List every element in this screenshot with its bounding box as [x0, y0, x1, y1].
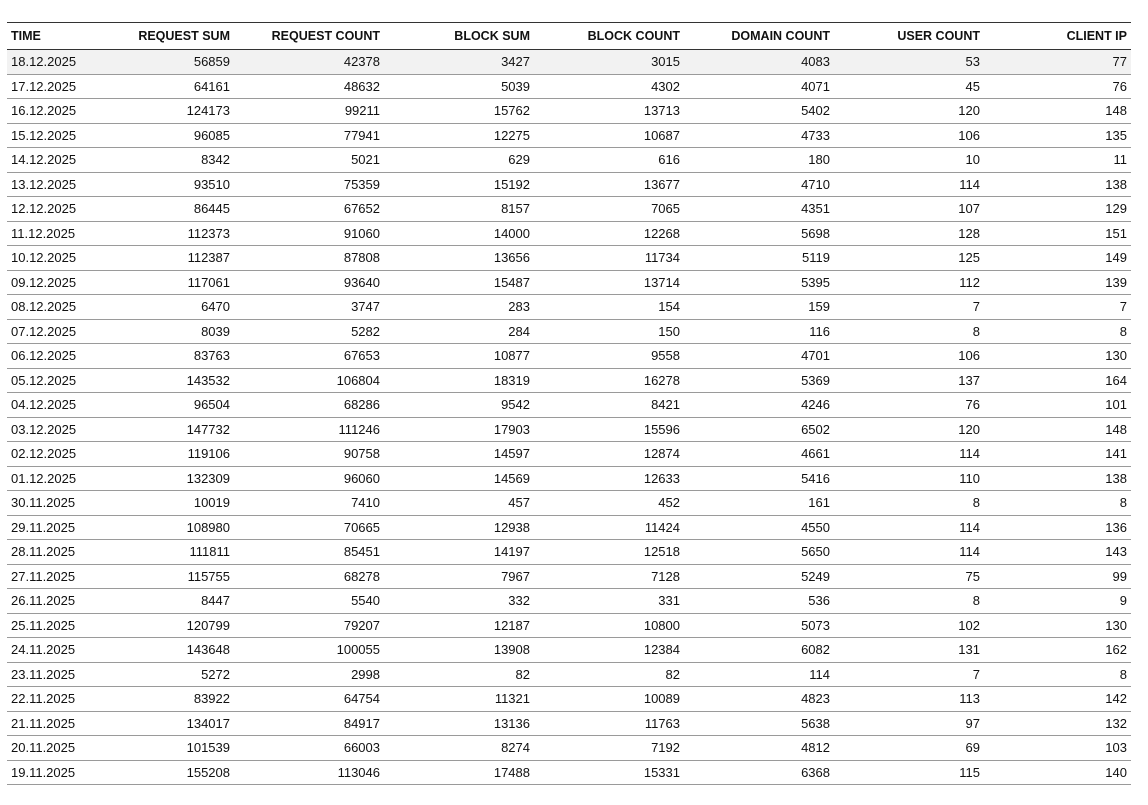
cell-domain-count: 5395	[801, 274, 830, 290]
table-row[interactable]	[7, 417, 1131, 442]
cell-block-count: 452	[658, 495, 680, 511]
cell-domain-count: 6368	[801, 764, 830, 780]
cell-block-sum: 12938	[493, 519, 530, 535]
cell-block-sum: 13908	[493, 642, 530, 658]
cell-block-count: 616	[658, 152, 680, 168]
cell-request-count: 64754	[343, 691, 380, 707]
cell-client-ip: 8	[1119, 666, 1127, 682]
cell-time: 22.11.2025	[11, 691, 76, 707]
cell-request-count: 67652	[343, 201, 380, 217]
table-row[interactable]	[7, 368, 1131, 393]
cell-user-count: 45	[965, 78, 980, 94]
cell-request-count: 85451	[343, 544, 380, 560]
cell-request-sum: 8039	[201, 323, 230, 339]
cell-block-count: 154	[658, 299, 680, 315]
cell-request-sum: 83922	[193, 691, 230, 707]
cell-block-count: 10800	[643, 617, 680, 633]
cell-user-count: 137	[958, 372, 980, 388]
cell-request-count: 99211	[344, 103, 380, 119]
cell-time: 27.11.2025	[11, 568, 76, 584]
cell-client-ip: 76	[1112, 78, 1127, 94]
cell-block-sum: 3427	[501, 54, 530, 70]
cell-time: 23.11.2025	[11, 666, 76, 682]
cell-domain-count: 5402	[801, 103, 830, 119]
cell-block-count: 82	[665, 666, 680, 682]
cell-user-count: 97	[965, 715, 980, 731]
cell-client-ip: 138	[1105, 176, 1127, 192]
column-header-block-count[interactable]: BLOCK COUNT	[587, 29, 680, 43]
cell-request-sum: 86445	[193, 201, 230, 217]
cell-domain-count: 5638	[801, 715, 830, 731]
cell-domain-count: 116	[809, 323, 830, 339]
cell-domain-count: 114	[809, 666, 830, 682]
cell-time: 12.12.2025	[11, 201, 77, 217]
cell-block-count: 12268	[643, 225, 680, 241]
cell-user-count: 8	[972, 323, 980, 339]
column-header-client-ip[interactable]: CLIENT IP	[1066, 29, 1127, 43]
cell-domain-count: 536	[808, 593, 830, 609]
cell-time: 06.12.2025	[11, 348, 77, 364]
cell-time: 07.12.2025	[11, 323, 77, 339]
cell-user-count: 8	[972, 495, 980, 511]
cell-block-count: 8421	[651, 397, 680, 413]
cell-client-ip: 148	[1105, 103, 1127, 119]
cell-request-count: 93640	[343, 274, 380, 290]
cell-time: 02.12.2025	[11, 446, 77, 462]
cell-block-sum: 15192	[493, 176, 530, 192]
cell-block-sum: 82	[515, 666, 530, 682]
cell-block-sum: 12275	[493, 127, 530, 143]
cell-user-count: 128	[958, 225, 980, 241]
cell-block-sum: 15762	[493, 103, 530, 119]
cell-request-count: 68278	[343, 568, 380, 584]
cell-user-count: 112	[959, 274, 980, 290]
cell-request-count: 5540	[351, 593, 380, 609]
cell-user-count: 107	[958, 201, 980, 217]
cell-request-count: 106804	[336, 372, 380, 388]
cell-block-sum: 629	[508, 152, 530, 168]
cell-domain-count: 6502	[801, 421, 830, 437]
cell-request-count: 7410	[351, 495, 380, 511]
cell-user-count: 114	[959, 446, 980, 462]
cell-client-ip: 129	[1105, 201, 1127, 217]
table-row[interactable]	[7, 491, 1131, 516]
cell-block-sum: 8274	[501, 740, 530, 756]
cell-request-sum: 108980	[186, 519, 230, 535]
column-header-time[interactable]: TIME	[11, 29, 41, 43]
cell-domain-count: 5698	[801, 225, 830, 241]
cell-request-count: 5021	[351, 152, 380, 168]
cell-request-sum: 115755	[187, 568, 230, 584]
cell-time: 03.12.2025	[11, 421, 77, 437]
cell-client-ip: 138	[1105, 470, 1127, 486]
table-row[interactable]	[7, 442, 1131, 467]
cell-block-sum: 457	[508, 495, 530, 511]
cell-user-count: 10	[965, 152, 980, 168]
cell-time: 28.11.2025	[11, 544, 76, 560]
cell-request-sum: 124173	[186, 103, 230, 119]
cell-user-count: 106	[958, 127, 980, 143]
table-row[interactable]	[7, 50, 1131, 75]
cell-request-sum: 143532	[186, 372, 230, 388]
cell-request-sum: 134017	[186, 715, 230, 731]
cell-domain-count: 159	[808, 299, 830, 315]
cell-request-count: 48632	[343, 78, 380, 94]
cell-block-count: 10687	[643, 127, 680, 143]
table-row[interactable]	[7, 540, 1131, 565]
cell-user-count: 131	[958, 642, 980, 658]
cell-domain-count: 4550	[801, 519, 830, 535]
cell-client-ip: 7	[1119, 299, 1127, 315]
table-row[interactable]	[7, 662, 1131, 687]
cell-block-count: 12518	[643, 544, 680, 560]
cell-user-count: 102	[958, 617, 980, 633]
cell-domain-count: 5119	[802, 250, 830, 266]
table-row[interactable]	[7, 123, 1131, 148]
cell-client-ip: 132	[1105, 715, 1127, 731]
cell-block-sum: 17488	[493, 764, 530, 780]
cell-time: 25.11.2025	[11, 617, 76, 633]
cell-request-count: 68286	[343, 397, 380, 413]
table-row[interactable]	[7, 589, 1131, 614]
cell-time: 10.12.2025	[11, 250, 77, 266]
cell-time: 21.11.2025	[11, 715, 76, 731]
cell-request-count: 100055	[336, 642, 380, 658]
cell-block-count: 9558	[651, 348, 680, 364]
cell-request-sum: 155208	[186, 764, 230, 780]
cell-request-count: 3747	[351, 299, 380, 315]
cell-time: 09.12.2025	[11, 274, 77, 290]
cell-client-ip: 149	[1105, 250, 1127, 266]
cell-block-count: 11734	[644, 250, 680, 266]
cell-request-count: 90758	[343, 446, 380, 462]
cell-request-count: 75359	[343, 176, 380, 192]
cell-block-count: 15596	[643, 421, 680, 437]
table-row[interactable]	[7, 74, 1131, 99]
cell-client-ip: 99	[1112, 568, 1127, 584]
table-row[interactable]	[7, 270, 1131, 295]
cell-block-sum: 10877	[493, 348, 530, 364]
cell-user-count: 125	[958, 250, 980, 266]
table-row[interactable]	[7, 246, 1131, 271]
cell-user-count: 53	[965, 54, 980, 70]
cell-user-count: 8	[972, 593, 980, 609]
table-row[interactable]	[7, 148, 1131, 173]
cell-request-sum: 5272	[201, 666, 230, 682]
cell-domain-count: 4812	[801, 740, 830, 756]
cell-request-sum: 83763	[193, 348, 230, 364]
cell-client-ip: 130	[1105, 348, 1127, 364]
cell-time: 19.11.2025	[11, 764, 76, 780]
cell-request-sum: 8447	[201, 593, 230, 609]
cell-domain-count: 5416	[801, 470, 830, 486]
table-row[interactable]	[7, 687, 1131, 712]
cell-user-count: 76	[965, 397, 980, 413]
cell-user-count: 120	[958, 421, 980, 437]
cell-request-sum: 112387	[187, 250, 230, 266]
table-row[interactable]	[7, 393, 1131, 418]
cell-block-count: 11763	[644, 715, 680, 731]
cell-request-count: 42378	[343, 54, 380, 70]
cell-request-sum: 117061	[187, 274, 230, 290]
cell-user-count: 114	[959, 176, 980, 192]
cell-request-sum: 56859	[193, 54, 230, 70]
cell-domain-count: 5249	[801, 568, 830, 584]
cell-block-sum: 8157	[501, 201, 530, 217]
cell-block-sum: 14597	[493, 446, 530, 462]
table-row[interactable]	[7, 564, 1131, 589]
cell-domain-count: 6082	[801, 642, 830, 658]
column-header-domain-count[interactable]: DOMAIN COUNT	[731, 29, 830, 43]
cell-client-ip: 164	[1105, 372, 1127, 388]
cell-block-count: 13677	[643, 176, 680, 192]
cell-client-ip: 9	[1119, 593, 1127, 609]
cell-time: 26.11.2025	[11, 593, 76, 609]
table-row[interactable]	[7, 319, 1131, 344]
cell-time: 18.12.2025	[11, 54, 77, 70]
cell-block-sum: 18319	[493, 372, 530, 388]
cell-request-count: 111246	[338, 421, 380, 437]
cell-block-count: 12384	[643, 642, 680, 658]
cell-request-sum: 112373	[187, 225, 230, 241]
cell-block-count: 11424	[644, 519, 680, 535]
cell-domain-count: 4710	[801, 176, 830, 192]
table-row[interactable]	[7, 760, 1131, 785]
cell-request-count: 2998	[351, 666, 380, 682]
cell-block-sum: 9542	[501, 397, 530, 413]
cell-block-count: 12633	[643, 470, 680, 486]
cell-time: 16.12.2025	[11, 103, 77, 119]
cell-block-count: 7192	[651, 740, 680, 756]
table-row[interactable]	[7, 736, 1131, 761]
cell-request-sum: 101539	[186, 740, 230, 756]
cell-request-sum: 119106	[187, 446, 230, 462]
cell-user-count: 7	[972, 666, 980, 682]
cell-block-sum: 283	[508, 299, 530, 315]
table-row[interactable]	[7, 295, 1131, 320]
table-row[interactable]	[7, 466, 1131, 491]
cell-client-ip: 101	[1105, 397, 1127, 413]
cell-domain-count: 4661	[801, 446, 830, 462]
cell-request-sum: 120799	[186, 617, 230, 633]
cell-client-ip: 11	[1113, 152, 1127, 168]
cell-request-sum: 6470	[201, 299, 230, 315]
cell-domain-count: 4083	[801, 54, 830, 70]
cell-block-sum: 13656	[493, 250, 530, 266]
cell-request-count: 5282	[351, 323, 380, 339]
cell-request-count: 66003	[343, 740, 380, 756]
cell-domain-count: 4701	[801, 348, 830, 364]
cell-time: 15.12.2025	[11, 127, 77, 143]
cell-user-count: 69	[965, 740, 980, 756]
table-row[interactable]	[7, 197, 1131, 222]
cell-time: 08.12.2025	[11, 299, 77, 315]
cell-client-ip: 140	[1105, 764, 1127, 780]
column-header-request-sum[interactable]: REQUEST SUM	[138, 29, 230, 43]
cell-user-count: 113	[959, 691, 980, 707]
cell-request-sum: 96504	[193, 397, 230, 413]
cell-block-count: 331	[658, 593, 680, 609]
cell-time: 13.12.2025	[11, 176, 77, 192]
cell-request-sum: 143648	[186, 642, 230, 658]
cell-client-ip: 148	[1105, 421, 1127, 437]
table-row[interactable]	[7, 221, 1131, 246]
cell-user-count: 115	[959, 764, 980, 780]
cell-client-ip: 162	[1105, 642, 1127, 658]
cell-request-sum: 10019	[193, 495, 230, 511]
cell-block-sum: 7967	[501, 568, 530, 584]
cell-client-ip: 130	[1105, 617, 1127, 633]
cell-request-sum: 132309	[186, 470, 230, 486]
cell-block-count: 7128	[651, 568, 680, 584]
cell-domain-count: 5650	[801, 544, 830, 560]
cell-block-count: 10089	[643, 691, 680, 707]
cell-client-ip: 139	[1105, 274, 1127, 290]
cell-block-count: 7065	[651, 201, 680, 217]
table-row[interactable]	[7, 344, 1131, 369]
table-header	[7, 23, 1131, 50]
cell-client-ip: 77	[1112, 54, 1127, 70]
cell-block-sum: 11321	[494, 691, 530, 707]
cell-time: 29.11.2025	[11, 519, 76, 535]
cell-user-count: 114	[959, 519, 980, 535]
column-header-user-count[interactable]: USER COUNT	[897, 29, 980, 43]
cell-client-ip: 103	[1105, 740, 1127, 756]
cell-time: 11.12.2025	[11, 225, 76, 241]
cell-domain-count: 4246	[801, 397, 830, 413]
column-header-block-sum[interactable]: BLOCK SUM	[454, 29, 530, 43]
cell-domain-count: 5369	[801, 372, 830, 388]
cell-domain-count: 5073	[801, 617, 830, 633]
cell-request-sum: 96085	[193, 127, 230, 143]
cell-request-sum: 8342	[201, 152, 230, 168]
cell-request-sum: 111811	[189, 544, 230, 560]
cell-client-ip: 8	[1119, 495, 1127, 511]
cell-domain-count: 4071	[801, 78, 830, 94]
cell-block-count: 15331	[643, 764, 680, 780]
cell-user-count: 7	[972, 299, 980, 315]
cell-request-count: 67653	[343, 348, 380, 364]
cell-time: 04.12.2025	[11, 397, 77, 413]
header-row	[7, 23, 1131, 50]
table-row[interactable]	[7, 638, 1131, 663]
table-row[interactable]	[7, 99, 1131, 124]
cell-user-count: 110	[959, 470, 980, 486]
cell-time: 01.12.2025	[11, 470, 77, 486]
cell-client-ip: 136	[1105, 519, 1127, 535]
cell-user-count: 75	[965, 568, 980, 584]
cell-block-count: 13714	[643, 274, 680, 290]
cell-block-count: 16278	[643, 372, 680, 388]
cell-time: 30.11.2025	[11, 495, 76, 511]
cell-user-count: 106	[958, 348, 980, 364]
cell-request-sum: 147732	[186, 421, 230, 437]
cell-request-count: 70665	[343, 519, 380, 535]
cell-block-sum: 14197	[493, 544, 530, 560]
cell-block-count: 4302	[651, 78, 680, 94]
cell-block-sum: 17903	[493, 421, 530, 437]
cell-user-count: 120	[958, 103, 980, 119]
cell-request-sum: 93510	[193, 176, 230, 192]
cell-block-sum: 5039	[501, 78, 530, 94]
cell-time: 24.11.2025	[11, 642, 76, 658]
cell-domain-count: 4823	[801, 691, 830, 707]
cell-user-count: 114	[959, 544, 980, 560]
cell-domain-count: 4351	[801, 201, 830, 217]
cell-client-ip: 135	[1105, 127, 1127, 143]
cell-client-ip: 143	[1105, 544, 1127, 560]
table-row[interactable]	[7, 711, 1131, 736]
cell-block-sum: 14000	[493, 225, 530, 241]
cell-request-count: 91060	[343, 225, 380, 241]
cell-block-count: 150	[658, 323, 680, 339]
cell-request-sum: 64161	[193, 78, 230, 94]
cell-domain-count: 161	[808, 495, 830, 511]
cell-time: 20.11.2025	[11, 740, 76, 756]
cell-block-sum: 332	[508, 593, 530, 609]
cell-block-sum: 284	[508, 323, 530, 339]
cell-time: 14.12.2025	[11, 152, 77, 168]
cell-request-count: 96060	[343, 470, 380, 486]
cell-block-count: 12874	[643, 446, 680, 462]
cell-domain-count: 180	[808, 152, 830, 168]
table-row[interactable]	[7, 515, 1131, 540]
cell-request-count: 79207	[343, 617, 380, 633]
cell-request-count: 77941	[343, 127, 380, 143]
cell-block-sum: 12187	[493, 617, 530, 633]
cell-block-sum: 14569	[493, 470, 530, 486]
cell-block-count: 3015	[651, 54, 680, 70]
cell-request-count: 113046	[337, 764, 380, 780]
cell-client-ip: 8	[1119, 323, 1127, 339]
column-header-request-count[interactable]: REQUEST COUNT	[271, 29, 380, 43]
cell-time: 05.12.2025	[11, 372, 77, 388]
stats-table	[7, 22, 1131, 785]
cell-block-count: 13713	[643, 103, 680, 119]
cell-client-ip: 151	[1105, 225, 1127, 241]
cell-client-ip: 142	[1105, 691, 1127, 707]
cell-client-ip: 141	[1105, 446, 1127, 462]
table-row[interactable]	[7, 172, 1131, 197]
table-row[interactable]	[7, 613, 1131, 638]
table-body	[7, 50, 1131, 785]
cell-domain-count: 4733	[801, 127, 830, 143]
stats-table-container	[7, 22, 1131, 785]
cell-block-sum: 15487	[493, 274, 530, 290]
cell-request-count: 87808	[343, 250, 380, 266]
cell-request-count: 84917	[343, 715, 380, 731]
cell-time: 17.12.2025	[11, 78, 77, 94]
cell-block-sum: 13136	[493, 715, 530, 731]
